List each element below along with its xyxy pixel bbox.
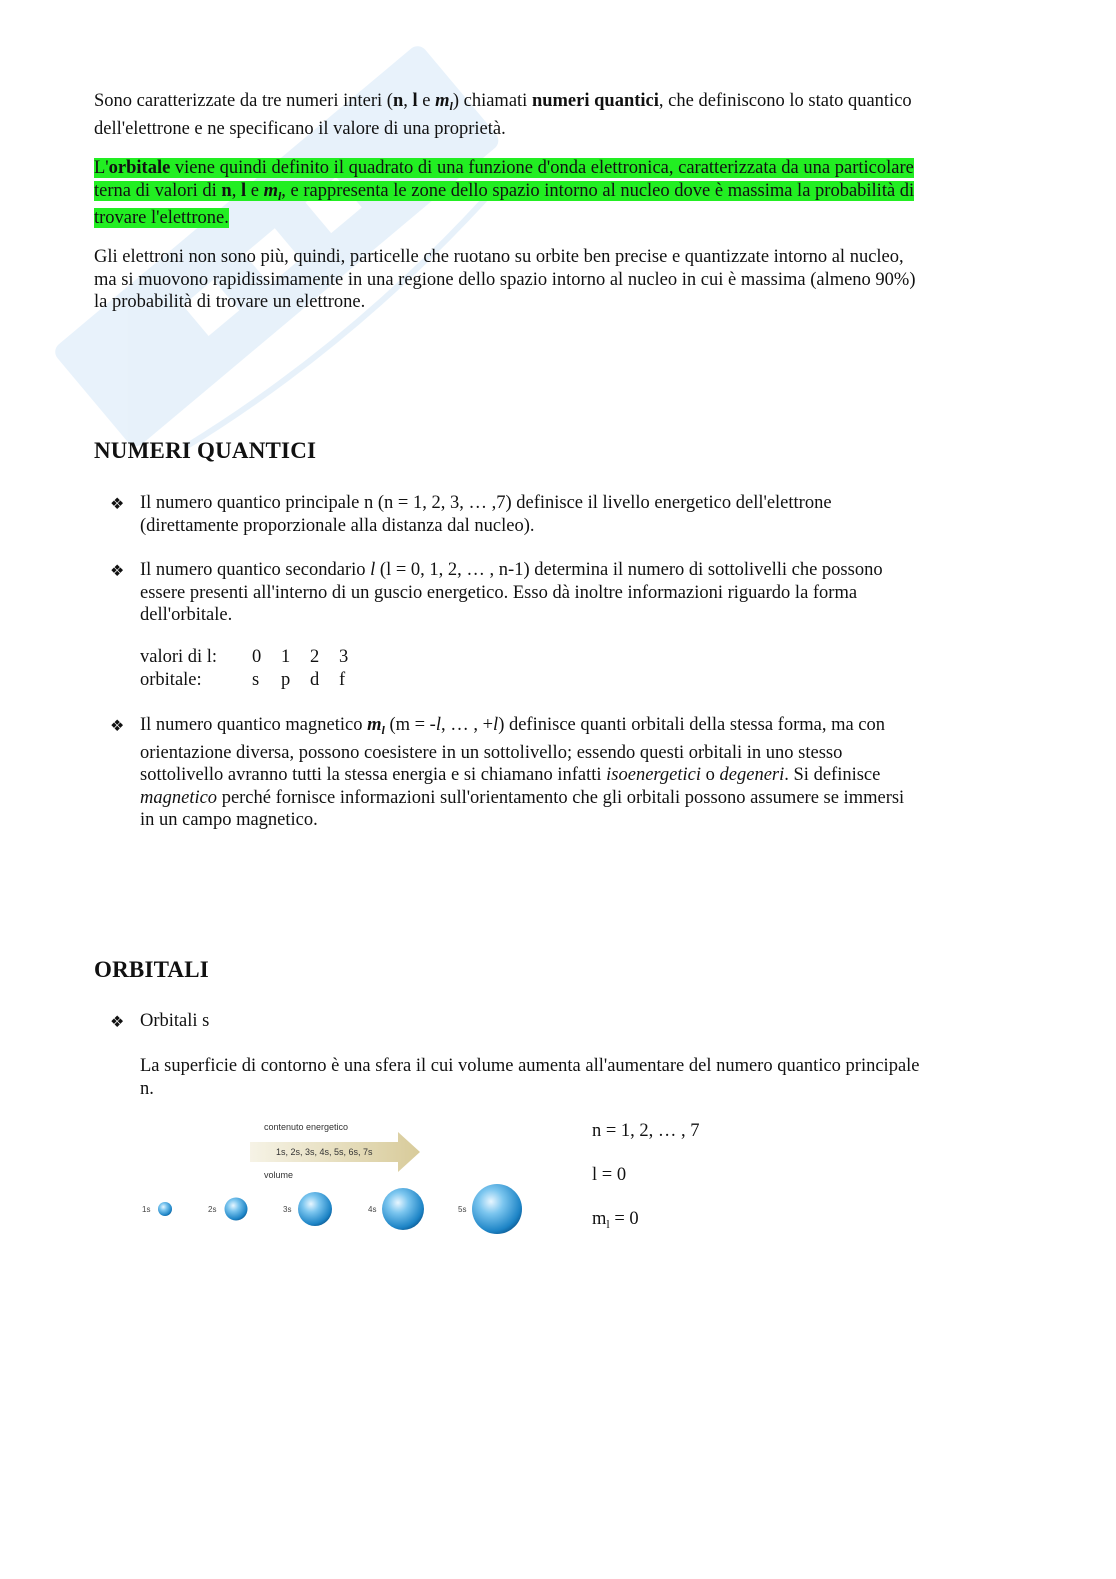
bullet-orbitali-s: Orbitali s xyxy=(140,1011,210,1031)
sphere-1s xyxy=(158,1202,172,1216)
bullet-magnetic-number: Il numero quantico magnetico $m_l$ (m = -l, … , +l) definisce quanti orbitali della stessa forma, ma con orientazione diversa, possono coesistere in un sottolivello; essendo questi orbitali in uno stesso sottolivello avranno tutti la stessa energia e si chiamano infatti isoenergetici o degeneri. Si definisce magnetico perché fornisce informazioni sull'orientamento che gli orbitali possono assumere se immersi in un campo magnetico. xyxy=(140,715,905,830)
heading-numeri-quantici: NUMERI QUANTICI xyxy=(94,438,317,463)
orbital-values-table xyxy=(140,646,368,691)
paragraph-orbital-definition: L'orbitale viene quindi definito il quadrato di una funzione d'onda elettronica, caratterizzata da una particolare terna di valori di n, l e $m_l$, e rappresenta le zone dello spazio intorno al nucleo dove è massima la probabilità di trovare l'elettrone. xyxy=(94,158,915,228)
table-row: valori di l: 0 1 2 3 xyxy=(140,647,349,667)
label-energy: contenuto energetico xyxy=(264,1122,349,1132)
equation-l: l = 0 xyxy=(592,1165,627,1185)
sphere-4s xyxy=(382,1188,424,1230)
sphere-label: 1s xyxy=(142,1205,151,1214)
bullet-secondary-number: Il numero quantico secondario l (l = 0, 1, 2, … , n-1) determina il numero di sottolivelli che possono essere presenti all'interno di un guscio energetico. Esso dà inoltre informazioni riguardo la forma dell'orbitale. xyxy=(140,560,883,625)
sphere-label: 2s xyxy=(208,1205,217,1214)
heading-orbitali: ORBITALI xyxy=(94,957,209,982)
table-row: orbitale: s p d f xyxy=(140,669,346,690)
paragraph-quantum-numbers: Sono caratterizzate da tre numeri interi (n, l e $m_l$) chiamati numeri quantici, che definiscono lo stato quantico dell'elettrone e ne specificano il valore di una proprietà. xyxy=(94,91,912,139)
sphere-label: 5s xyxy=(458,1205,467,1214)
paragraph-s-surface: La superficie di contorno è una sfera il cui volume aumenta all'aumentare del numero quantico principale n. xyxy=(140,1056,920,1099)
sphere-3s xyxy=(298,1192,332,1226)
equation-n: n = 1, 2, … , 7 xyxy=(592,1121,700,1141)
bullet-principal-number: Il numero quantico principale n (n = 1, 2, 3, … ,7) definisce il livello energetico dell'elettrone (direttamente proporzionale alla distanza dal nucleo). xyxy=(140,493,832,536)
sphere-label: 3s xyxy=(283,1205,292,1214)
s-orbitals-figure xyxy=(140,1118,540,1240)
sphere-label: 4s xyxy=(368,1205,377,1214)
bullet-icon: ❖ xyxy=(110,718,125,735)
equation-ml: $m_l = 0$ xyxy=(592,1209,639,1231)
bullet-icon: ❖ xyxy=(110,496,125,513)
label-arrow-orbitals: 1s, 2s, 3s, 4s, 5s, 6s, 7s xyxy=(276,1147,373,1157)
paragraph-electrons: Gli elettroni non sono più, quindi, particelle che ruotano su orbite ben precise e quantizzate intorno al nucleo, ma si muovono rapidissimamente in una regione dello spazio intorno al nucleo in cui è massima (almeno 90%) la probabilità di trovare un elettrone. xyxy=(94,247,916,312)
bullet-icon: ❖ xyxy=(110,563,125,580)
label-volume: volume xyxy=(264,1170,294,1180)
sphere-2s xyxy=(225,1198,248,1221)
bullet-icon: ❖ xyxy=(110,1014,125,1031)
sphere-5s xyxy=(472,1184,522,1234)
